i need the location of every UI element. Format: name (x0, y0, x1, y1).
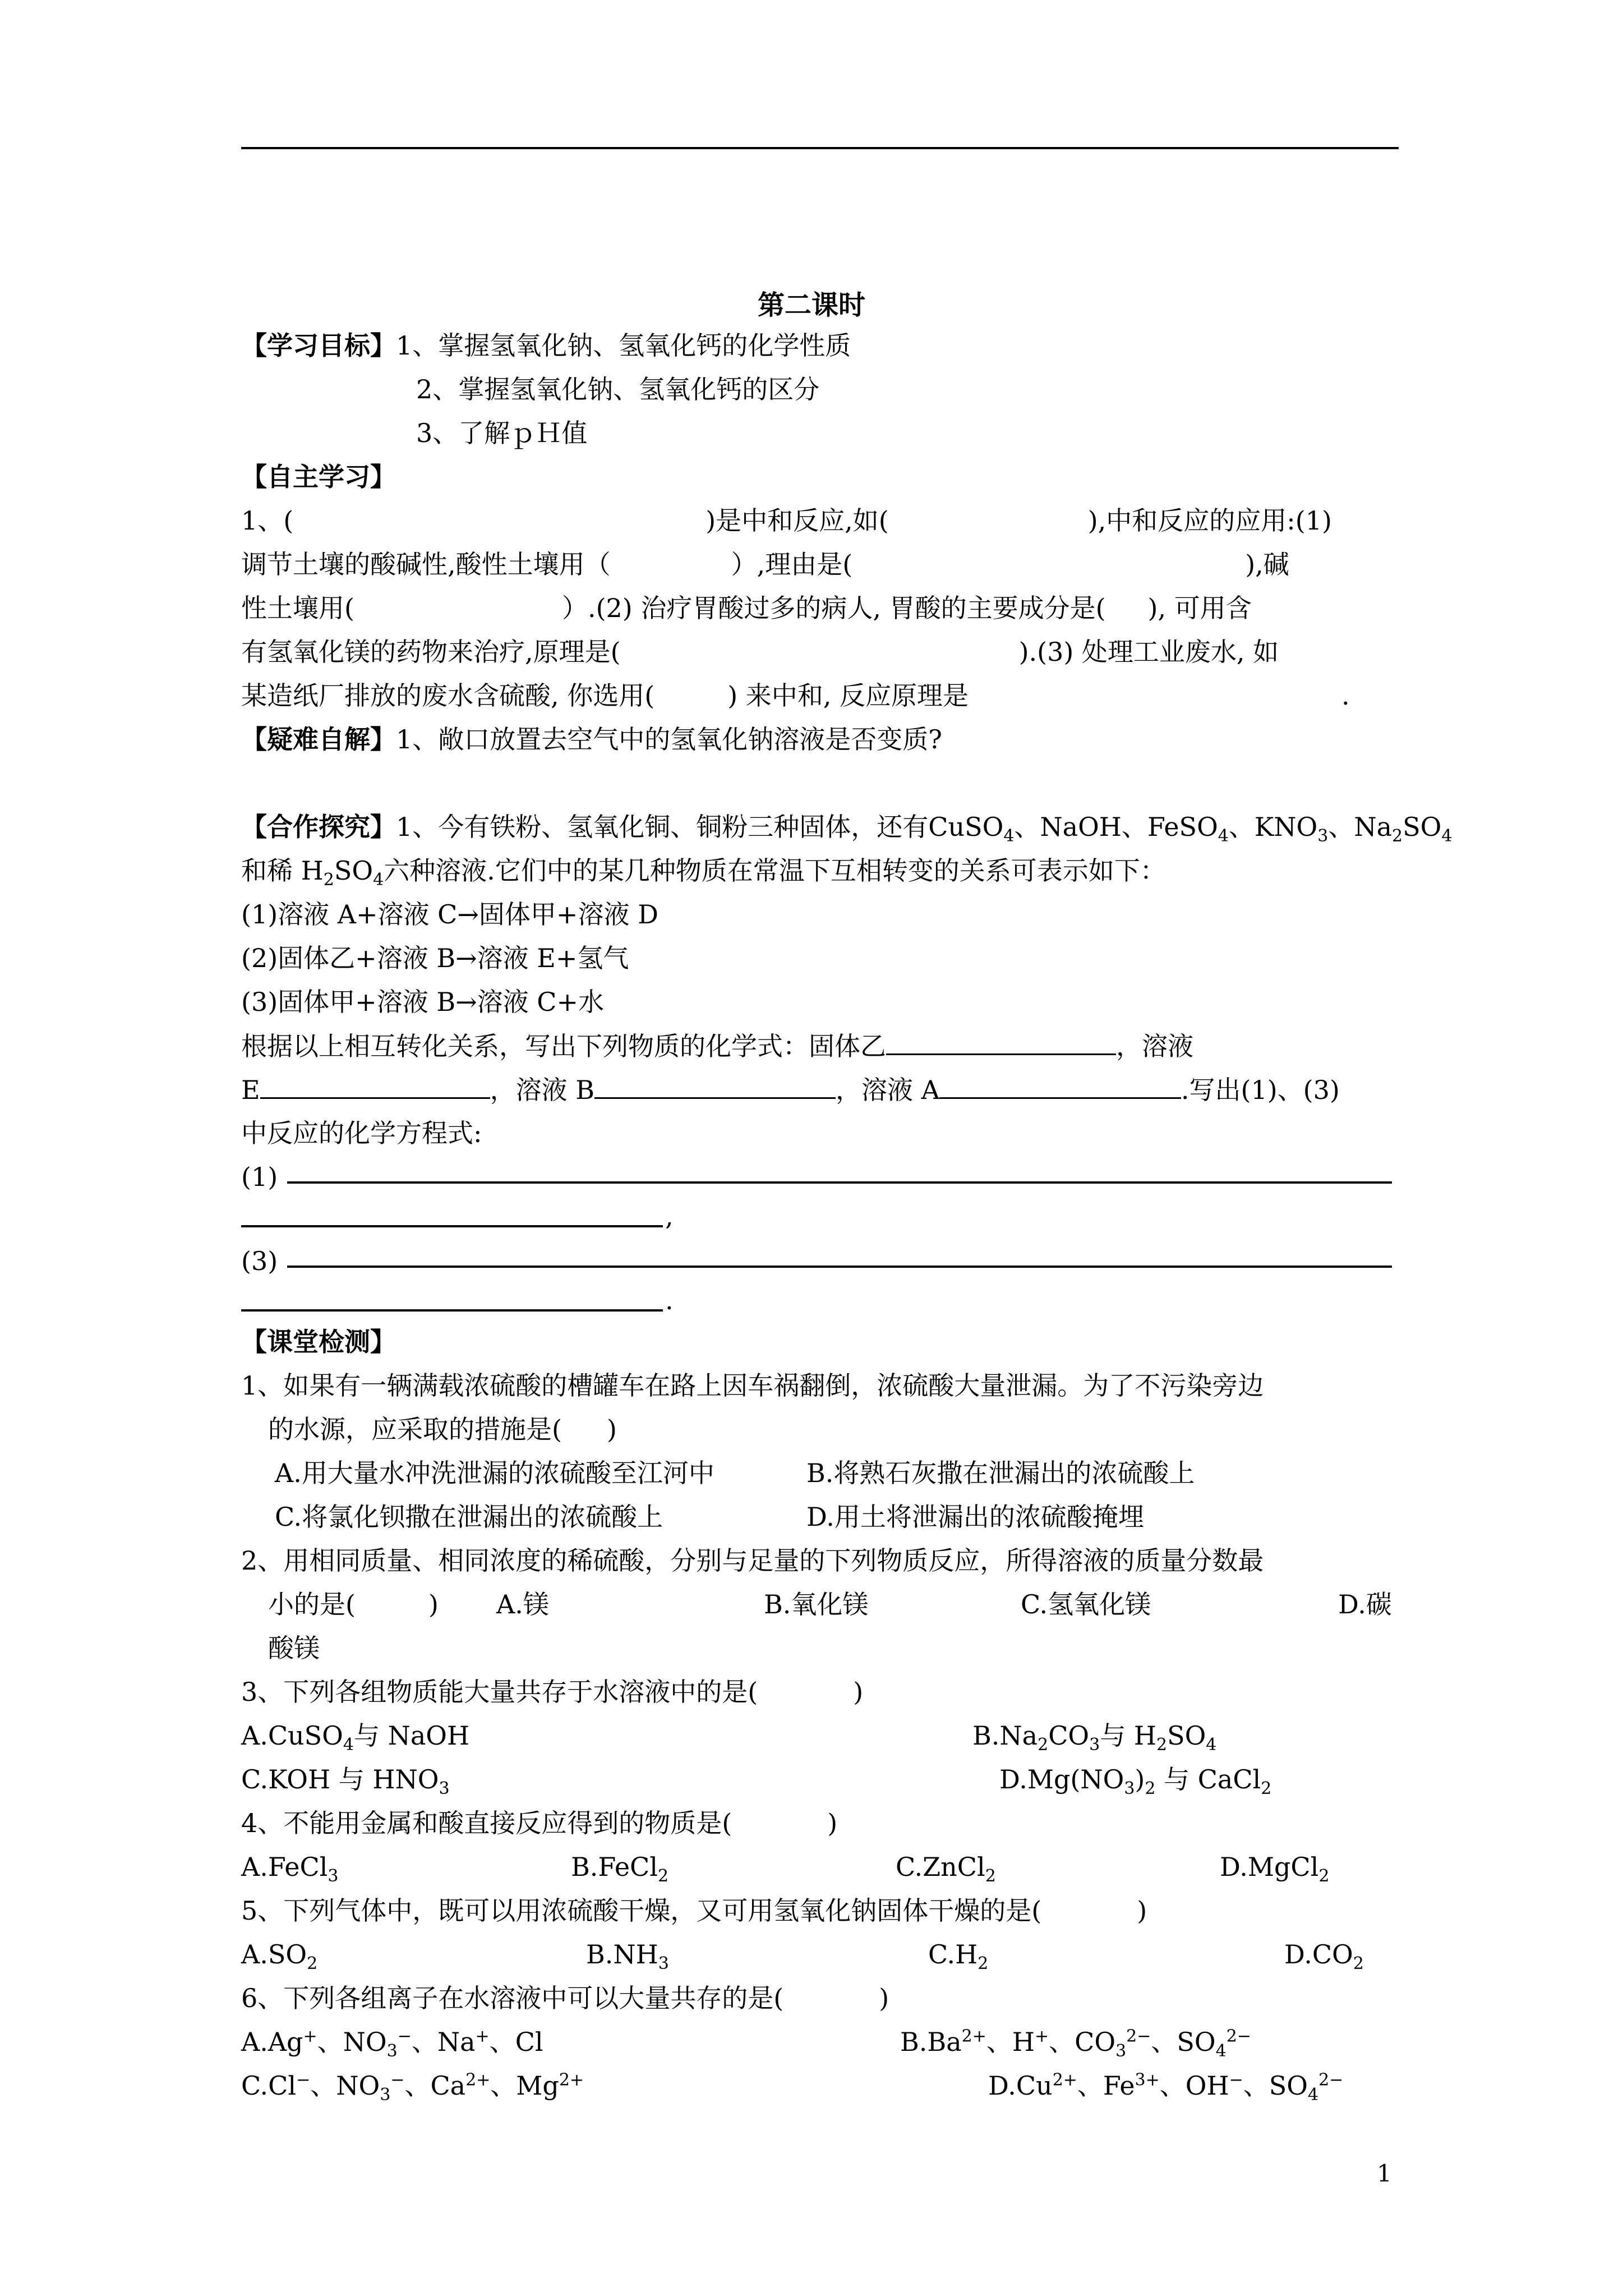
question-5: 5、下列气体中，既可以用浓硫酸干燥，又可用氢氧化钠固体干燥的是( ) (241, 1895, 1147, 1926)
q2-option-d-tail: 酸镁 (268, 1633, 320, 1663)
q6-option-b: $B.Ba^{2+}$、H+、$CO_3^{2-}$、$SO_4^{2-}$ (900, 2026, 1251, 2062)
coop-line-2: 和稀 $H_2SO_4$六种溶液.它们中的某几种物质在常温下互相转变的关系可表示如下： (241, 855, 1166, 890)
q6-option-c: C.Cl−、$NO_3^-$、$Ca^{2+}$、$Mg^{2+}$ (241, 2070, 584, 2105)
reaction-1: (1)溶液 A+溶液 C→固体甲+溶液 D (241, 899, 658, 930)
q1-option-d: D.用土将泄漏出的浓硫酸掩埋 (806, 1502, 1144, 1532)
question-1-line-1: 1、如果有一辆满载浓硫酸的槽罐车在路上因车祸翻倒，浓硫酸大量泄漏。为了不污染旁边 (241, 1370, 1264, 1401)
coop-question-line-3: 中反应的化学方程式: (241, 1118, 482, 1148)
answer-line (241, 1225, 663, 1227)
q2-option-d: D.碳 (1338, 1589, 1392, 1619)
q4-option-d: D.MgCl$_2$ (1220, 1852, 1330, 1887)
q3-option-b: $B.Na_2CO_3$与 $H_2SO_4$ (972, 1720, 1217, 1755)
q4-option-a: A.FeCl$_3$ (241, 1852, 339, 1887)
reaction-3: (3)固体甲+溶液 B→溶液 C+水 (241, 987, 605, 1017)
q5-option-c: $C.H_2$ (928, 1939, 989, 1974)
q5-option-d: $D.CO_2$ (1284, 1939, 1364, 1974)
question-2-line-2: 小的是( ) (268, 1589, 439, 1619)
self-study-line-2: 调节土壤的酸碱性,酸性土壤用（ ）,理由是( ),碱 (241, 549, 1289, 579)
answer-line (241, 1309, 663, 1312)
self-study-line-5: 某造纸厂排放的废水含硫酸, 你选用( ) 来中和, 反应原理是 . (241, 680, 1350, 711)
self-study-line-4: 有氢氧化镁的药物来治疗,原理是( ).(3) 处理工业废水, 如 (241, 637, 1279, 667)
q3-option-c: C.KOH 与 $HNO_3$ (241, 1764, 450, 1799)
reaction-2: (2)固体乙+溶液 B→溶液 E+氢气 (241, 943, 629, 973)
q4-option-b: B.FeCl$_2$ (571, 1852, 669, 1887)
coop-line-1: 【合作探究】1、今有铁粉、氢氧化铜、铜粉三种固体，还有CuSO$_4$、NaOH、FeSO$_4$、$KNO_3$、$Na_2SO_4$ (241, 812, 1453, 846)
self-study-line-1: 1、( )是中和反应,如( ),中和反应的应用:(1) (241, 505, 1332, 536)
question-1-line-2: 的水源，应采取的措施是( ) (268, 1414, 617, 1444)
objective-item: 1、掌握氢氧化钠、氢氧化钙的化学性质 (396, 330, 851, 361)
equation-1-end: , (665, 1201, 674, 1231)
q3-option-a: A.CuSO$_4$与 NaOH (241, 1720, 470, 1755)
equation-3-label: (3) (241, 1246, 278, 1276)
equation-3-end: . (665, 1285, 674, 1315)
q6-option-a: A.Ag+、$NO_3^-$、Na+、Cl (241, 2026, 543, 2062)
coop-heading: 【合作探究】 (241, 812, 396, 842)
answer-line (287, 1181, 1392, 1184)
q2-option-a: A.镁 (496, 1589, 549, 1619)
objective-item: 2、掌握氢氧化钠、氢氧化钙的区分 (416, 374, 820, 404)
q1-option-c: C.将氯化钡撒在泄漏出的浓硫酸上 (275, 1502, 663, 1532)
objectives-heading: 【学习目标】 (241, 330, 396, 361)
q1-option-b: B.将熟石灰撒在泄漏出的浓硫酸上 (806, 1458, 1195, 1488)
q6-option-d: $D.Cu^{2+}$、$Fe^{3+}$、OH−、$SO_4^{2-}$ (988, 2070, 1344, 2105)
page-title: 第二课时 (757, 289, 865, 321)
question-3: 3、下列各组物质能大量共存于水溶液中的是( ) (241, 1677, 864, 1707)
q5-option-a: $A.SO_2$ (241, 1939, 318, 1974)
q5-option-b: $B.NH_3$ (586, 1939, 669, 1974)
q4-option-c: C.ZnCl$_2$ (896, 1852, 996, 1887)
self-study-line-3: 性土壤用( ）.(2) 治疗胃酸过多的病人, 胃酸的主要成分是( ), 可用含 (241, 593, 1252, 623)
puzzle-line: 【疑难自解】1、敞口放置去空气中的氢氧化钠溶液是否变质? (241, 724, 942, 754)
q3-option-d: $D.Mg(NO_3)_2$ 与 CaCl$_2$ (999, 1764, 1272, 1799)
check-heading: 【课堂检测】 (241, 1327, 396, 1357)
q1-option-a: A.用大量水冲洗泄漏的浓硫酸至江河中 (275, 1458, 714, 1488)
puzzle-heading: 【疑难自解】 (241, 724, 396, 754)
q2-option-c: C.氢氧化镁 (1021, 1589, 1151, 1619)
header-rule (241, 147, 1399, 149)
objective-item: 3、了解ｐＨ值 (416, 418, 588, 448)
coop-question-line-2: E ，溶液 B ，溶液 A .写出(1)、(3) (241, 1073, 1340, 1107)
question-4: 4、不能用金属和酸直接反应得到的物质是( ) (241, 1808, 838, 1838)
page-number: 1 (1377, 2160, 1392, 2187)
answer-line (287, 1266, 1392, 1268)
coop-question-line-1: 根据以上相互转化关系，写出下列物质的化学式：固体乙 ，溶液 (241, 1029, 1193, 1063)
q2-option-b: B.氧化镁 (764, 1589, 869, 1619)
question-2-line-1: 2、用相同质量、相同浓度的稀硫酸，分别与足量的下列物质反应，所得溶液的质量分数最 (241, 1545, 1264, 1576)
objectives-line-1 (241, 329, 851, 362)
self-study-heading: 【自主学习】 (241, 462, 396, 492)
question-6: 6、下列各组离子在水溶液中可以大量共存的是( ) (241, 1983, 889, 2013)
equation-1-label: (1) (241, 1162, 278, 1192)
